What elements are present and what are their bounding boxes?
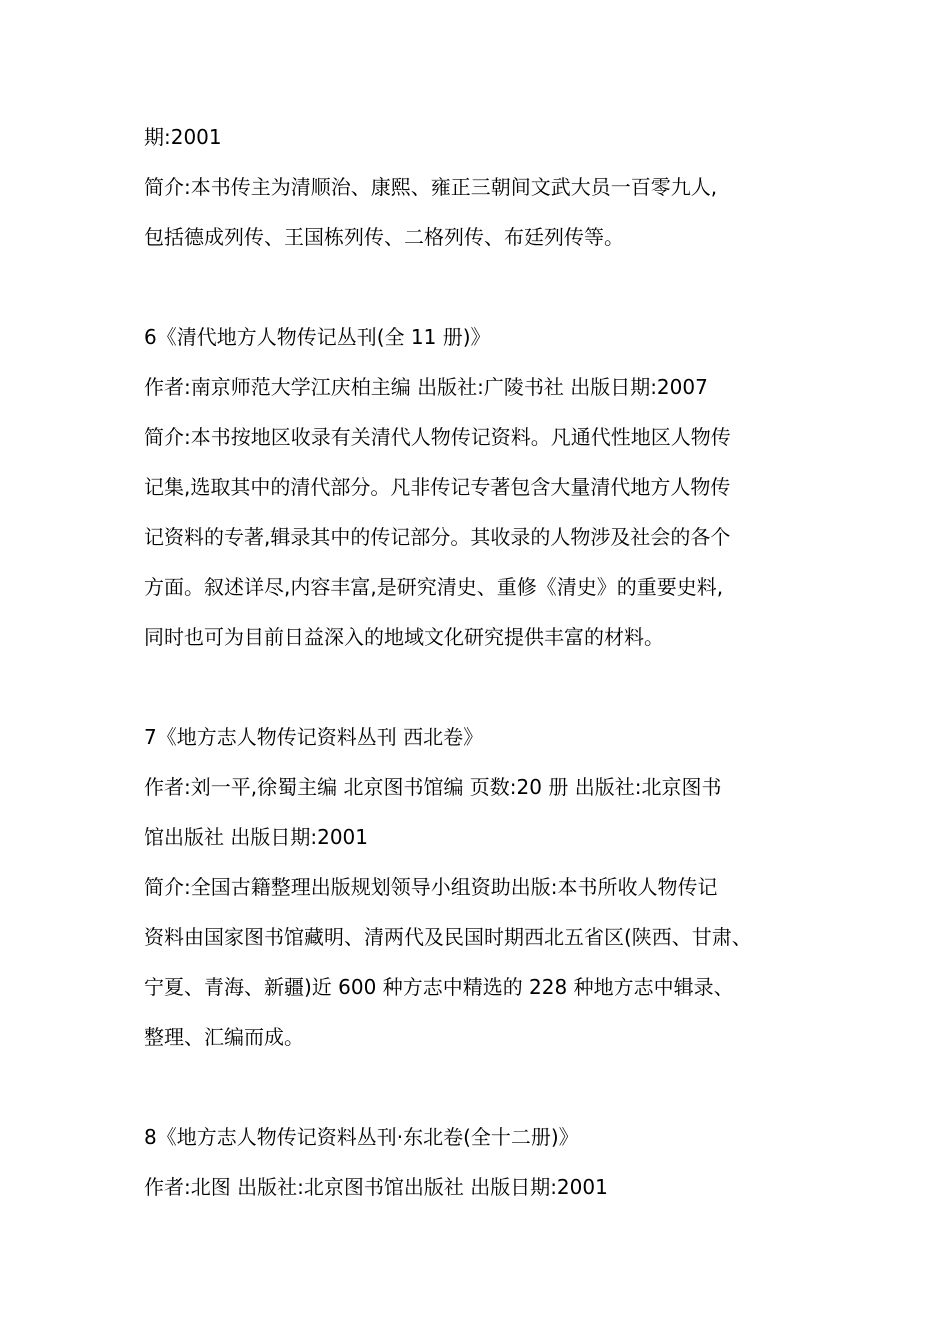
entry8-title: 8《地方志人物传记资料丛刊·东北卷(全十二册)》: [144, 1125, 579, 1149]
paragraph-gap: [144, 1062, 809, 1112]
entry5-intro-line-2: 包括德成列传、王国栋列传、二格列传、布廷列传等。: [144, 225, 624, 249]
entry7-intro-line-3: 宁夏、青海、新疆)近 600 种方志中精选的 228 种地方志中辑录、: [144, 975, 734, 999]
paragraph-gap: [144, 662, 809, 712]
entry6-intro-line-4: 方面。叙述详尽,内容丰富,是研究清史、重修《清史》的重要史料,: [144, 575, 724, 599]
entry6-title: 6《清代地方人物传记丛刊(全 11 册)》: [144, 325, 491, 349]
document-body: [144, 112, 809, 1212]
entry7-author-line-2: 馆出版社 出版日期:2001: [144, 825, 368, 849]
entry7-intro-line-1: 简介:全国古籍整理出版规划领导小组资助出版:本书所收人物传记: [144, 875, 718, 899]
entry6-intro-line-3: 记资料的专著,辑录其中的传记部分。其收录的人物涉及社会的各个: [144, 525, 731, 549]
entry6-intro-line-5: 同时也可为目前日益深入的地域文化研究提供丰富的材料。: [144, 625, 664, 649]
entry7-author-line-1: 作者:刘一平,徐蜀主编 北京图书馆编 页数:20 册 出版社:北京图书: [144, 775, 722, 799]
entry6-author-line: 作者:南京师范大学江庆柏主编 出版社:广陵书社 出版日期:2007: [144, 375, 708, 399]
entry7-title: 7《地方志人物传记资料丛刊 西北卷》: [144, 725, 484, 749]
entry6-intro-line-2: 记集,选取其中的清代部分。凡非传记专著包含大量清代地方人物传: [144, 475, 731, 499]
entry5-date-line: 期:2001: [144, 125, 222, 149]
entry7-intro-line-4: 整理、汇编而成。: [144, 1025, 304, 1049]
entry6-intro-line-1: 简介:本书按地区收录有关清代人物传记资料。凡通代性地区人物传: [144, 425, 731, 449]
entry5-intro-line-1: 简介:本书传主为清顺治、康熙、雍正三朝间文武大员一百零九人,: [144, 175, 718, 199]
entry7-intro-line-2: 资料由国家图书馆藏明、清两代及民国时期西北五省区(陕西、甘肃、: [144, 925, 752, 949]
entry8-author-line: 作者:北图 出版社:北京图书馆出版社 出版日期:2001: [144, 1175, 608, 1199]
paragraph-gap: [144, 262, 809, 312]
